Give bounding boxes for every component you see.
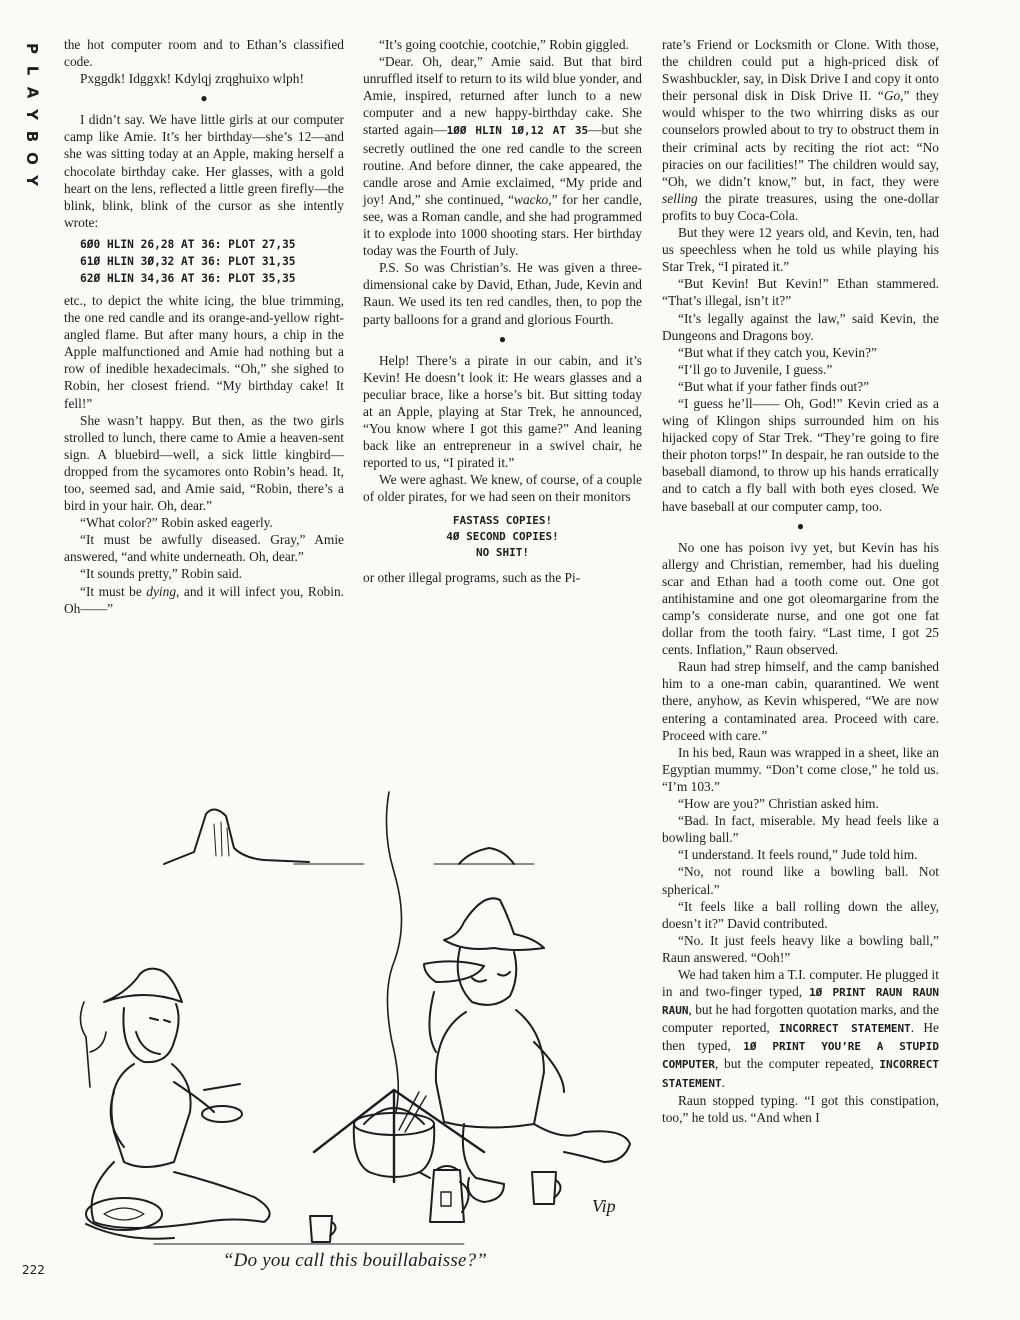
cartoon-caption: “Do you call this bouillabaisse?” — [222, 1250, 488, 1271]
emphasis: selling — [662, 190, 698, 206]
inline-code: 1Ø PRINT YOU’RE A STUPID COMPUTER — [662, 1040, 939, 1072]
paragraph: “Bad. In fact, miserable. My head feels like a bowling ball.” — [662, 813, 939, 846]
page-number: 222 — [22, 1263, 45, 1277]
text-run: ” they would whisper to the two whirring disks as our counselors prowled about to try to obstruct them in their criminal acts by reciting the riot act: “No piracies on our facilities!” The children would say, “Oh, we didn’t know,” but, in fact, they were — [662, 88, 939, 189]
inline-code: 1Ø PRINT RAUN RAUN RAUN — [662, 986, 939, 1018]
tripod — [314, 1090, 484, 1182]
text-run: . He then typed, — [662, 1020, 939, 1054]
mug-right — [532, 1172, 561, 1204]
cartoon-illustration — [64, 752, 646, 1252]
paragraph: or other illegal programs, such as the Pi- — [363, 570, 581, 586]
article-column-1 — [64, 36, 344, 617]
paragraph: Help! There’s a pirate in our cabin, and it’s Kevin! He doesn’t look it: He wears glasses and a peculiar brace, like a horse’s bit. But sitting today at an Apple, playing at Star Trek, he announced, “You know where I got this game?” And leaning back like an entrepreneur in a swivel chair, he reported to us, “I pirated it.” — [363, 352, 642, 471]
cactus — [80, 1002, 106, 1087]
paragraph: “I’ll go to Juvenile, I guess.” — [678, 361, 833, 377]
magazine-letter: P — [23, 43, 41, 55]
section-bullet: ● — [200, 91, 208, 106]
article-column-3 — [662, 36, 939, 1126]
code-line: 62Ø HLIN 34,36 AT 36: PLOT 35,35 — [80, 271, 296, 285]
bedroll — [86, 1198, 162, 1230]
left-cowboy-legs — [92, 1162, 270, 1228]
magazine-letter: A — [22, 86, 41, 100]
code-line: 6Ø0 HLIN 26,28 AT 36: PLOT 27,35 — [80, 237, 296, 251]
text-run: , but the computer repeated, — [714, 1056, 880, 1072]
text-run: ” for her candle, see, was a Roman candle, and she had programmed it to explode into 1000 shooting stars. Her birthday today was the Fourth of July. — [363, 191, 642, 259]
code-block — [64, 236, 344, 287]
inline-code: INCORRECT STATEMENT — [662, 1058, 939, 1090]
inline-code: 1ØØ HLIN 1Ø,12 AT 35 — [446, 124, 589, 138]
left-cowboy-head — [123, 1004, 178, 1062]
paragraph: She wasn’t happy. But then, as the two girls strolled to lunch, there came to Amie a heaven-sent sign. A bluebird—well, a sick little kingbird—dropped from the sycamores onto Robin’s head. It, too, seemed sad, and Amie said, “Robin, there’s a bird in your hair. Oh, dear.” — [64, 412, 344, 514]
paragraph: “No, not round like a bowling ball. Not spherical.” — [662, 864, 939, 897]
text-run: , and it will infect you, Robin. Oh——” — [64, 583, 344, 616]
paragraph: But they were 12 years old, and Kevin, ten, had us speechless when he told us while playing his Star Trek, “I pirated it.” — [662, 225, 939, 275]
magazine-letter: B — [23, 130, 41, 144]
text-run: —but she secretly outlined the one red candle to the screen routine. And before dinner, the cake appeared, the candle arose and Amie exclaimed, “My pride and joy! And,” she continued, “ — [363, 122, 642, 207]
paragraph — [363, 53, 642, 259]
paragraph: “It must be awfully diseased. Gray,” Amie answered, “and white underneath. Oh, dear.” — [64, 532, 344, 565]
paragraph: “How are you?” Christian asked him. — [678, 796, 879, 812]
text-run: rate’s Friend or Locksmith or Clone. With those, the children could put a high-priced disk of Swashbuckler, say, in Disk Drive I and copy it onto their personal disk in Disk Drive II. “ — [662, 37, 939, 104]
right-cowboy-legs — [463, 1124, 630, 1184]
magazine-letter: Y — [23, 109, 41, 121]
code-line: 4Ø SECOND COPIES! — [446, 530, 559, 544]
bowl-left — [202, 1106, 242, 1122]
paragraph: the hot computer room and to Ethan’s classified code. — [64, 37, 344, 70]
paragraph — [64, 583, 344, 617]
paragraph: “But what if your father finds out?” — [678, 378, 870, 394]
text-run: the pirate treasures, using the one-dollar profits to buy Coca-Cola. — [662, 190, 939, 223]
paragraph: “I understand. It feels round,” Jude told him. — [678, 847, 918, 863]
paragraph: “But Kevin! But Kevin!” Ethan stammered. “That’s illegal, isn’t it?” — [662, 276, 939, 309]
text-run: , but he had forgotten quotation marks, and the computer reported, — [662, 1002, 939, 1036]
monitor-code-block — [363, 513, 642, 561]
paragraph: I didn’t say. We have little girls at our computer camp like Amie. It’s her birthday—she’s 12—and she was sitting today at an Apple, making herself a chocolate birthday cake. Her glasses, with a gold heart on the lens, reflected a little green firefly—the blink, blink, blink of the cursor as she intently wrote: — [64, 112, 344, 230]
right-cowboy-body — [436, 1010, 544, 1128]
paragraph: etc., to depict the white icing, the blue trimming, the one red candle and its orange-and-yellow right-angled flame. But after many hours, a chip in the Apple malfunctioned and Amie had nothing but a row of inedible hexadecimals. “Oh,” she sighed to Robin, her closest friend. “My birthday cake! It fell!” — [64, 292, 344, 411]
inline-code: INCORRECT STATEMENT — [779, 1022, 911, 1036]
paragraph: “It’s legally against the law,” said Kevin, the Dungeons and Dragons boy. — [662, 310, 939, 343]
paragraph: “But what if they catch you, Kevin?” — [678, 344, 877, 360]
mug-left — [310, 1216, 336, 1242]
code-line: FASTASS COPIES! — [452, 514, 553, 528]
paragraph: Raun had strep himself, and the camp banished him to a one-man cabin, quarantined. We went there, anyhow, as Kevin whispered, “We are now entering a contaminated area. Proceed with care. Proceed with care.” — [662, 659, 939, 743]
emphasis: Go, — [883, 88, 904, 104]
text-run: “It must be — [80, 583, 147, 599]
right-cowboy-head — [458, 948, 517, 1005]
artist-signature: Vip — [592, 1196, 616, 1216]
section-bullet: ● — [498, 331, 507, 346]
article-column-2 — [363, 36, 642, 587]
mesa-right — [459, 848, 514, 864]
section-bullet: ● — [796, 518, 805, 533]
magazine-letter: O — [22, 152, 41, 166]
paragraph: Raun stopped typing. “I got this constipation, too,” he told us. “And when I — [662, 1092, 939, 1125]
emphasis: wacko, — [514, 191, 552, 207]
bowl-right — [424, 961, 484, 982]
coffee-pot — [419, 1166, 469, 1222]
magazine-name-vertical — [22, 38, 42, 192]
text-run: . — [721, 1074, 725, 1090]
magazine-letter: Y — [23, 175, 41, 187]
paragraph: No one has poison ivy yet, but Kevin has his allergy and Christian, remember, had his dueling scar and Ethan had a tooth come out. One got antihistamine and one got oleomargarine from the camp’s considerate nurse, and one got one fat dollar from the tooth fairy. “Last time, I got 25 cents. Inflation,” Raun observed. — [662, 539, 939, 658]
mesa-left — [164, 809, 309, 864]
smoke-line — [386, 792, 401, 1112]
emphasis: dying — [146, 583, 177, 599]
right-cowboy-hat — [444, 898, 544, 950]
left-cowboy-hat — [104, 969, 182, 1002]
paragraph — [662, 36, 939, 224]
paragraph: “It’s going cootchie, cootchie,” Robin giggled. — [379, 37, 629, 52]
text-run: “Dear. Oh, dear,” Amie said. But that bird unruffled itself to return to its wild blue yonder, and Amie, inspired, returned after lunch to a new computer and a new happy-birthday cake. She started again— — [363, 54, 642, 138]
text-run: We had taken him a T.I. computer. He plugged it in and two-finger typed, — [662, 966, 939, 1000]
paragraph: We were aghast. We knew, of course, of a couple of older pirates, for we had seen on their monitors — [363, 472, 642, 505]
magazine-letter: L — [23, 65, 41, 77]
paragraph: “No. It just feels heavy like a bowling ball,” Raun answered. “Ooh!” — [662, 932, 939, 965]
paragraph: “It sounds pretty,” Robin said. — [80, 566, 243, 582]
paragraph — [662, 966, 939, 1092]
paragraph: “I guess he’ll—— Oh, God!” Kevin cried as a wing of Klingon ships surrounded him on his hijacked copy of Star Trek. “They’re going to fire their photon torps!” In despair, he ran outside to the baseball diamond, to throw up his hands erratically and to catch a fly ball with both eyes closed. We have baseball at our computer camp, too. — [662, 395, 939, 514]
left-cowboy-body — [112, 1064, 191, 1167]
code-line: NO SHIT! — [476, 546, 529, 560]
cipher-text: Pxggdk! Idggxk! Kdylqj zrqghuixo wlph! — [80, 71, 304, 87]
paragraph: “What color?” Robin asked eagerly. — [80, 515, 273, 531]
paragraph: “It feels like a ball rolling down the alley, doesn’t it?” David contributed. — [662, 898, 939, 931]
paragraph: In his bed, Raun was wrapped in a sheet, like an Egyptian mummy. “Don’t come close,” he told us. “I’m 103.” — [662, 744, 939, 794]
code-line: 61Ø HLIN 3Ø,32 AT 36: PLOT 31,35 — [80, 254, 296, 268]
paragraph: P.S. So was Christian’s. He was given a three-dimensional cake by David, Ethan, Jude, Kevin and Raun. We used its ten red candles, then, to pop the party balloons for a grand and glorious Fourth. — [363, 260, 642, 327]
